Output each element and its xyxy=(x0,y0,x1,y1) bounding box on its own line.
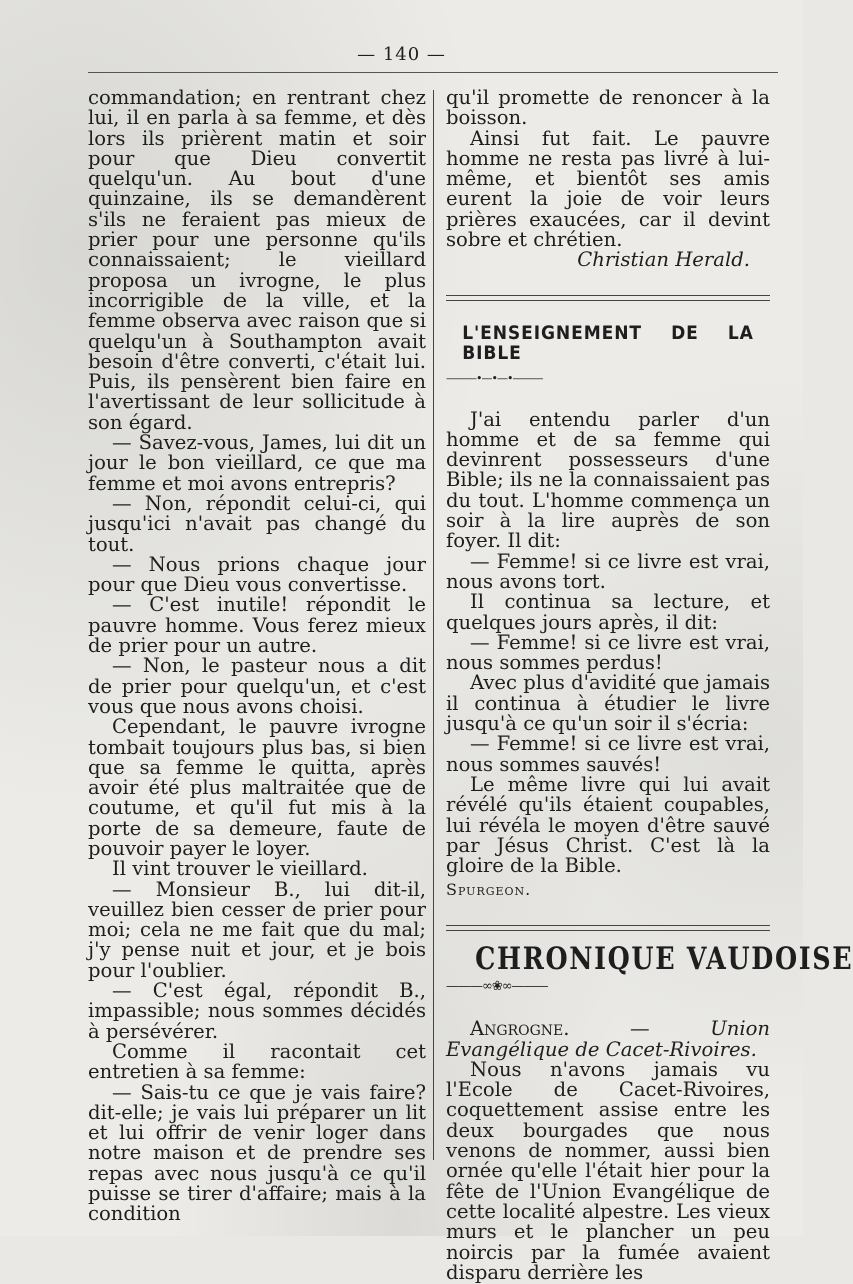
chronique-heading-line xyxy=(446,1019,770,1060)
paragraph: Comme il racontait cet entretien à sa femme: xyxy=(88,1039,426,1084)
section-rule xyxy=(446,295,770,301)
paragraph: — Femme! si ce livre est vrai, nous avons tort. xyxy=(446,549,770,593)
paragraph: qu'il promette de renoncer à la boisson. xyxy=(446,86,770,130)
section-rule xyxy=(446,925,770,931)
chronique-ornament: ———∞❀∞——— xyxy=(446,978,548,994)
header-rule xyxy=(88,72,778,73)
paragraph: — Monsieur B., lui dit-il, veuillez bien cesser de prier pour moi; cela ne me fait que du mal; j'y pense nuit et jour, et je bois pour l'oublier. xyxy=(88,877,426,982)
signature-spurgeon: Spurgeon. xyxy=(446,880,532,900)
paragraph: Il continua sa lecture, et quelques jours après, il dit: xyxy=(446,590,770,634)
paragraph: Cependant, le pauvre ivrogne tombait toujours plus bas, si bien que sa femme le quitta, après avoir été plus maltraitée que de coutume, et qu'il fut mis à la porte de sa demeure, faute de pouvoir payer le loyer. xyxy=(88,715,426,860)
chronique-title: CHRONIQUE VAUDOISE xyxy=(475,940,853,977)
paragraph: — Femme! si ce livre est vrai, nous sommes sauvés! xyxy=(446,732,770,776)
section-title-bible: L'ENSEIGNEMENT DE LA BIBLE xyxy=(462,321,754,364)
place-name: Angrogne. xyxy=(470,1017,570,1041)
paragraph: commandation; en rentrant chez lui, il en parla à sa femme, et dès lors ils prièrent matin et soir pour que Dieu convertit quelqu'un. Au bout d'une quinzaine, ils se demandèrent s'ils ne feraient pas mieux de prier pour une personne qu'ils connaissaient; le vieillard proposa un ivrogne, le plus incorrigible de la ville, et la femme observa avec raison que si quelqu'un à Southampton avait besoin d'être converti, c'était lui. Puis, ils pensèrent bien faire en l'avertissant de leur sollicitude à son égard. xyxy=(88,86,426,434)
paragraph: — Sais-tu ce que je vais faire? dit-elle; je vais lui préparer un lit et lui offrir de venir loger dans notre maison et de prendre ses repas avec nous jusqu'à ce qu'il puisse se tirer d'affaire; mais à la condition xyxy=(88,1080,426,1226)
section-ornament: ———•—•—•——— xyxy=(446,372,543,386)
signature-christian-herald: Christian Herald. xyxy=(577,248,750,272)
paragraph: Le même livre qui lui avait révélé qu'ils étaient coupables, lui révéla le moyen d'être sauvé par Jésus Christ. C'est là la gloire de la Bible. xyxy=(446,772,770,878)
paragraph: — Savez-vous, James, lui dit un jour le bon vieillard, ce que ma femme et moi avons entrepris? xyxy=(88,431,426,495)
right-column xyxy=(446,86,853,1284)
paragraph: Il vint trouver le vieillard. xyxy=(112,857,368,881)
chronique-heading: — Union Evangélique de Cacet-Rivoires. xyxy=(446,1017,771,1061)
paragraph: Ainsi fut fait. Le pauvre homme ne resta pas livré à lui-même, et bientôt ses amis eurent la joie de voir leurs prières exaucées, car il devint sobre et chrétien. xyxy=(446,126,770,252)
paragraph: — C'est égal, répondit B., impassible; nous sommes décidés à persévérer. xyxy=(88,979,426,1043)
paragraph: Nous n'avons jamais vu l'Ecole de Cacet-Rivoires, coquettement assise entre les deux bourgades que nous venons de nommer, aussi bien ornée qu'elle l'était hier pour la fête de l'Union Evangélique de cette localité alpestre. Les vieux murs et le plancher un peu noircis par la fumée avaient disparu derrière les xyxy=(446,1057,770,1284)
paragraph: — Non, le pasteur nous a dit de prier pour quelqu'un, et c'est vous que nous avons choisi. xyxy=(88,654,426,718)
paragraph: Avec plus d'avidité que jamais il continua à étudier le livre jusqu'à ce qu'un soir il s'écria: xyxy=(446,671,770,736)
paragraph: — C'est inutile! répondit le pauvre homme. Vous ferez mieux de prier pour un autre. xyxy=(88,593,426,658)
column-divider xyxy=(433,90,434,1160)
page-number: — 140 — xyxy=(357,44,446,65)
left-column xyxy=(88,88,426,1225)
paragraph: J'ai entendu parler d'un homme et de sa femme qui devinrent possesseurs d'une Bible; ils ne la connaissaient pas du tout. L'homme commença un soir à la lire auprès de son foyer. Il dit: xyxy=(446,407,770,553)
paragraph: — Non, répondit celui-ci, qui jusqu'ici n'avait pas changé du tout. xyxy=(88,491,426,556)
paragraph: — Femme! si ce livre est vrai, nous sommes perdus! xyxy=(446,630,770,675)
paragraph: — Nous prions chaque jour pour que Dieu vous convertisse. xyxy=(88,552,426,597)
